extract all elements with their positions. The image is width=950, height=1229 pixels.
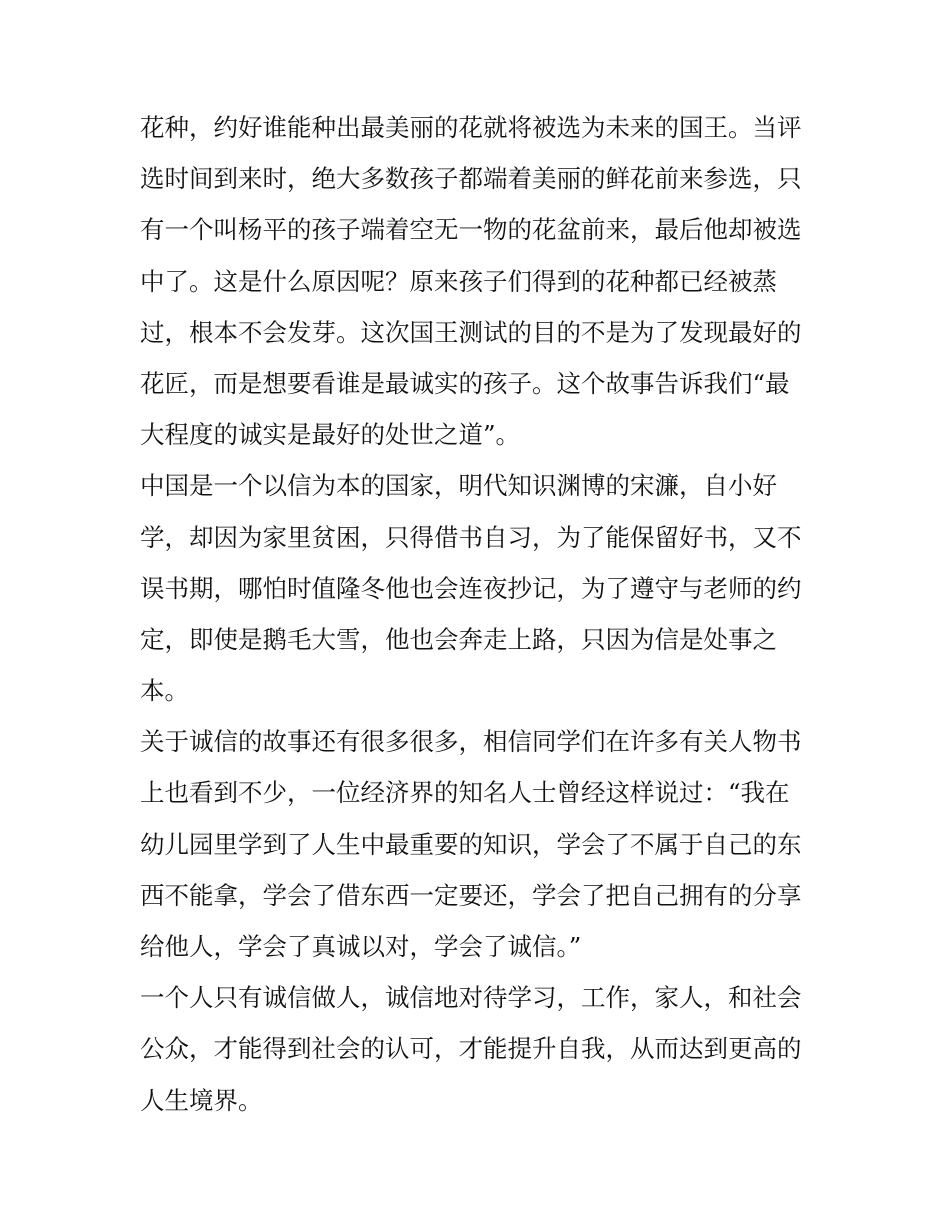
text-line: 公众，才能得到社会的认可，才能提升自我，从而达到更高的 [140, 1034, 802, 1064]
text-line: 大程度的诚实是最好的处世之道”。 [140, 420, 521, 450]
text-line: 选时间到来时，绝大多数孩子都端着美丽的鲜花前来参选，只 [140, 164, 802, 194]
text-line: 过，根本不会发芽。这次国王测试的目的不是为了发现最好的 [140, 317, 802, 347]
text-line: 关于诚信的故事还有很多很多，相信同学们在许多有关人物书 [140, 727, 802, 757]
text-line: 花种，约好谁能种出最美丽的花就将被选为未来的国王。当评 [140, 113, 802, 142]
text-line: 学，却因为家里贫困，只得借书自习，为了能保留好书，又不 [140, 522, 802, 552]
paragraph-song-lian [140, 460, 820, 716]
text-line: 上也看到不少，一位经济界的知名人士曾经这样说过：“我在 [140, 778, 790, 808]
text-line: 有一个叫杨平的孩子端着空无一物的花盆前来，最后他却被选 [140, 215, 802, 245]
text-line: 中国是一个以信为本的国家，明代知识渊博的宋濂，自小好 [140, 471, 777, 501]
text-line: 一个人只有诚信做人，诚信地对待学习，工作，家人，和社会 [140, 983, 802, 1013]
paragraph-quote [140, 716, 820, 972]
text-line: 西不能拿，学会了借东西一定要还，学会了把自己拥有的分享 [140, 880, 802, 910]
text-line: 幼儿园里学到了人生中最重要的知识，学会了不属于自己的东 [140, 829, 802, 859]
text-line: 定，即使是鹅毛大雪，他也会奔走上路，只因为信是处事之 [140, 624, 777, 654]
paragraph-conclusion [140, 972, 820, 1126]
text-line: 人生境界。 [140, 1085, 263, 1115]
text-line: 误书期，哪怕时值隆冬他也会连夜抄记，为了遵守与老师的约 [140, 573, 802, 603]
text-line: 花匠，而是想要看谁是最诚实的孩子。这个故事告诉我们“最 [140, 368, 790, 398]
document-page [140, 102, 820, 1126]
text-line: 中了。这是什么原因呢？原来孩子们得到的花种都已经被蒸 [140, 266, 777, 296]
paragraph-flower-story [140, 102, 820, 460]
text-line: 给他人，学会了真诚以对，学会了诚信。” [140, 932, 582, 961]
text-line: 本。 [140, 676, 189, 706]
